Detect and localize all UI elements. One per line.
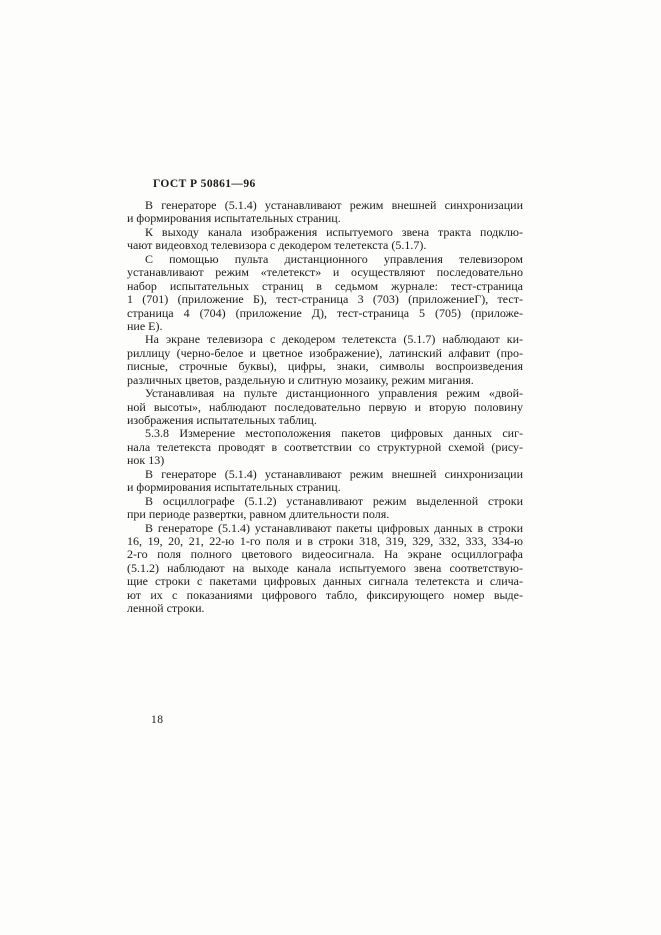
paragraph <box>127 333 523 387</box>
text-line: устанавливают режим «телетекст» и осуществляют последовательно <box>127 266 523 280</box>
text-block <box>127 199 523 616</box>
page-number: 18 <box>151 714 164 726</box>
paragraph <box>127 468 523 495</box>
text-line: и формирования испытательных страниц. <box>127 481 341 495</box>
text-line: изображения испытательных таблиц. <box>127 414 317 427</box>
paragraph <box>127 427 523 467</box>
paragraph <box>127 387 523 427</box>
text-line: набор испытательных страниц в седьмом журнале: тест-страница <box>127 279 523 293</box>
text-line: и формирования испытательных страниц. <box>127 212 341 226</box>
text-line: С помощью пульта дистанционного управления телевизором <box>145 252 523 266</box>
text-line: страница 4 (704) (приложение Д), тест-страница 5 (705) (приложе- <box>127 306 523 320</box>
text-line: ленной строки. <box>127 602 205 616</box>
paragraph <box>127 199 523 226</box>
text-line: щие строки с пакетами цифровых данных сигнала телетекста и слича- <box>127 575 523 589</box>
text-line: К выходу канала изображения испытуемого звена тракта подклю- <box>145 225 523 239</box>
text-line: ной высоты», наблюдают последовательно первую и вторую половину <box>127 400 523 414</box>
text-line: риллицу (черно-белое и цветное изображение), латинский алфавит (про- <box>127 346 523 360</box>
text-line: В генераторе (5.1.4) устанавливают пакеты цифровых данных в строки <box>145 521 523 535</box>
text-line: 5.3.8 Измерение местоположения пакетов цифровых данных сиг- <box>145 427 523 441</box>
text-line: различных цветов, раздельную и слитную мозаику, режим мигания. <box>127 373 474 387</box>
text-line: В осциллографе (5.1.2) устанавливают режим выделенной строки <box>145 494 523 508</box>
text-line: нала телетекста проводят в соответствии со структурной схемой (рису- <box>127 440 523 454</box>
running-header: ГОСТ Р 50861—96 <box>153 178 256 190</box>
text-line: В генераторе (5.1.4) устанавливают режим внешней синхронизации <box>145 467 523 481</box>
text-line: В генераторе (5.1.4) устанавливают режим внешней синхронизации <box>145 199 523 212</box>
text-line: Устанавливая на пульте дистанционного управления режим «двой- <box>145 387 523 401</box>
text-line: нок 13) <box>127 454 165 468</box>
paragraph <box>127 522 523 616</box>
text-line: На экране телевизора с декодером телетекста (5.1.7) наблюдают ки- <box>145 333 523 347</box>
text-line: писные, строчные буквы), цифры, знаки, символы воспроизведения <box>127 360 523 374</box>
text-line: ние Е). <box>127 319 163 333</box>
text-line: (5.1.2) наблюдают на выходе канала испытуемого звена соответствую- <box>127 561 523 575</box>
paragraph <box>127 253 523 334</box>
text-line: 2-го поля полного цветового видеосигнала. На экране осциллографа <box>127 548 523 562</box>
paragraph <box>127 226 523 253</box>
text-line: 16, 19, 20, 21, 22-ю 1-го поля и в строки 318, 319, 329, 332, 333, 334-ю <box>127 534 523 548</box>
text-line: 1 (701) (приложение Б), тест-страница 3 (703) (приложениеГ), тест- <box>127 293 523 307</box>
text-line: ют их с показаниями цифрового табло, фиксирующего номер выде- <box>127 588 523 602</box>
paragraph <box>127 495 523 522</box>
text-line: чают видеовход телевизора с декодером телетекста (5.1.7). <box>127 239 427 253</box>
text-line: при периоде развертки, равном длительности поля. <box>127 508 390 522</box>
